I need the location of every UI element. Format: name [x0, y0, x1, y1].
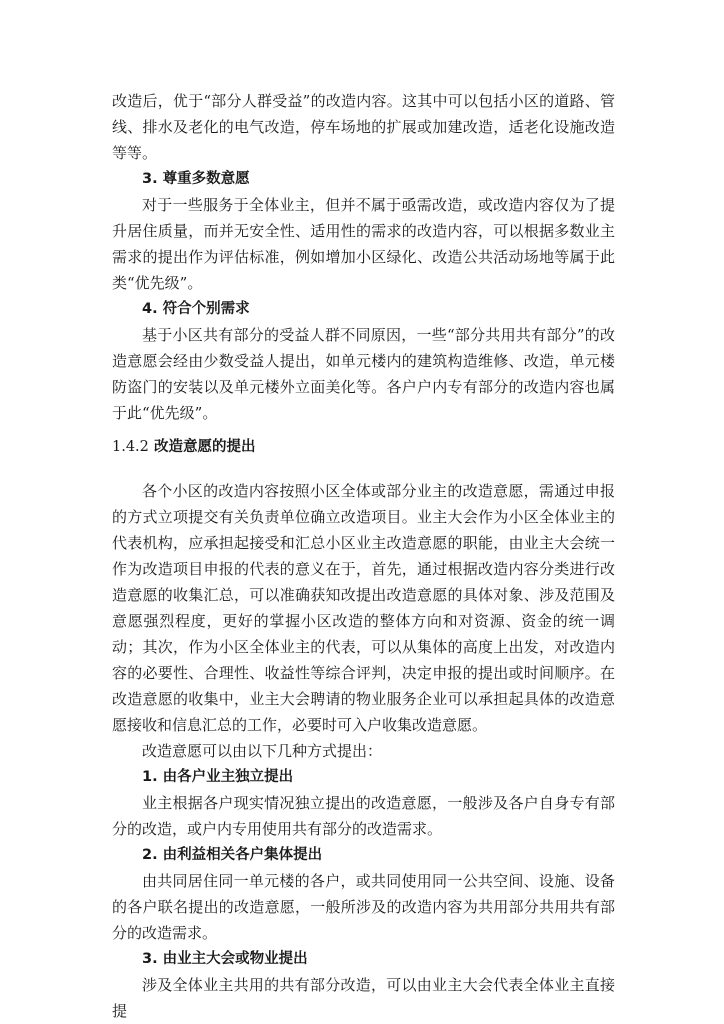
- ways-intro: 改造意愿可以由以下几种方式提出：: [142, 742, 383, 760]
- way2-heading: 2. 由利益相关各户集体提出: [142, 847, 323, 863]
- way2-body: 由共同居住同一单元楼的各户，或共同使用同一公共空间、设施、设备的各户联名提出的改造意愿，一般所涉及的改造内容为共用部分共用共有部分的改造需求。: [112, 872, 615, 942]
- way1-body: 业主根据各户现实情况独立提出的改造意愿，一般涉及各户自身专有部分的改造，或户内专用使用共有部分的改造需求。: [112, 794, 615, 838]
- section-heading: [112, 434, 615, 460]
- main-paragraph: 各个小区的改造内容按照小区全体或部分业主的改造意愿，需通过申报的方式立项提交有关负责单位确立改造项目。业主大会作为小区全体业主的代表机构，应承担起接受和汇总小区业主改造意愿的职能，由业主大会统一作为改造项目申报的代表的意义在于，首先，通过根据改造内容分类进行改造意愿的收集汇总，可以准确获知改提出改造意愿的具体对象、涉及范围及意愿强烈程度，更好的掌握小区改造的整体方向和对资源、资金的统一调动；其次，作为小区全体业主的代表，可以从集体的高度上出发，对改造内容的必要性、合理性、收益性等综合评判，决定申报的提出或时间顺序。在改造意愿的收集中，业主大会聘请的物业服务企业可以承担起具体的改造意愿接收和信息汇总的工作，必要时可入户收集改造意愿。: [112, 482, 615, 734]
- way1-heading: 1. 由各户业主独立提出: [142, 769, 294, 785]
- section-title: 改造意愿的提出: [153, 439, 256, 455]
- item3-heading: 3. 尊重多数意愿: [142, 171, 250, 187]
- way3-body: 涉及全体业主共用的共有部分改造，可以由业主大会代表全体业主直接提: [112, 976, 615, 1020]
- intro-paragraph: 改造后，优于“部分人群受益”的改造内容。这其中可以包括小区的道路、管线、排水及老化的电气改造，停车场地的扩展或加建改造，适老化设施改造等等。: [112, 92, 615, 162]
- item4-body: 基于小区共有部分的受益人群不同原因，一些“部分共用共有部分”的改造意愿会经由少数受益人提出，如单元楼内的建筑构造维修、改造，单元楼防盗门的安装以及单元楼外立面美化等。各户户内专有部分的改造内容也属于此“优先级”。: [112, 326, 615, 422]
- item3-body: 对于一些服务于全体业主，但并不属于亟需改造，或改造内容仅为了提升居住质量，而并无安全性、适用性的需求的改造内容，可以根据多数业主需求的提出作为评估标准，例如增加小区绿化、改造公共活动场地等属于此类“优先级”。: [112, 196, 615, 292]
- item4-heading: 4. 符合个别需求: [142, 301, 250, 317]
- document-page: [112, 88, 615, 1024]
- way3-heading: 3. 由业主大会或物业提出: [142, 951, 308, 967]
- section-number: 1.4.2: [112, 439, 149, 455]
